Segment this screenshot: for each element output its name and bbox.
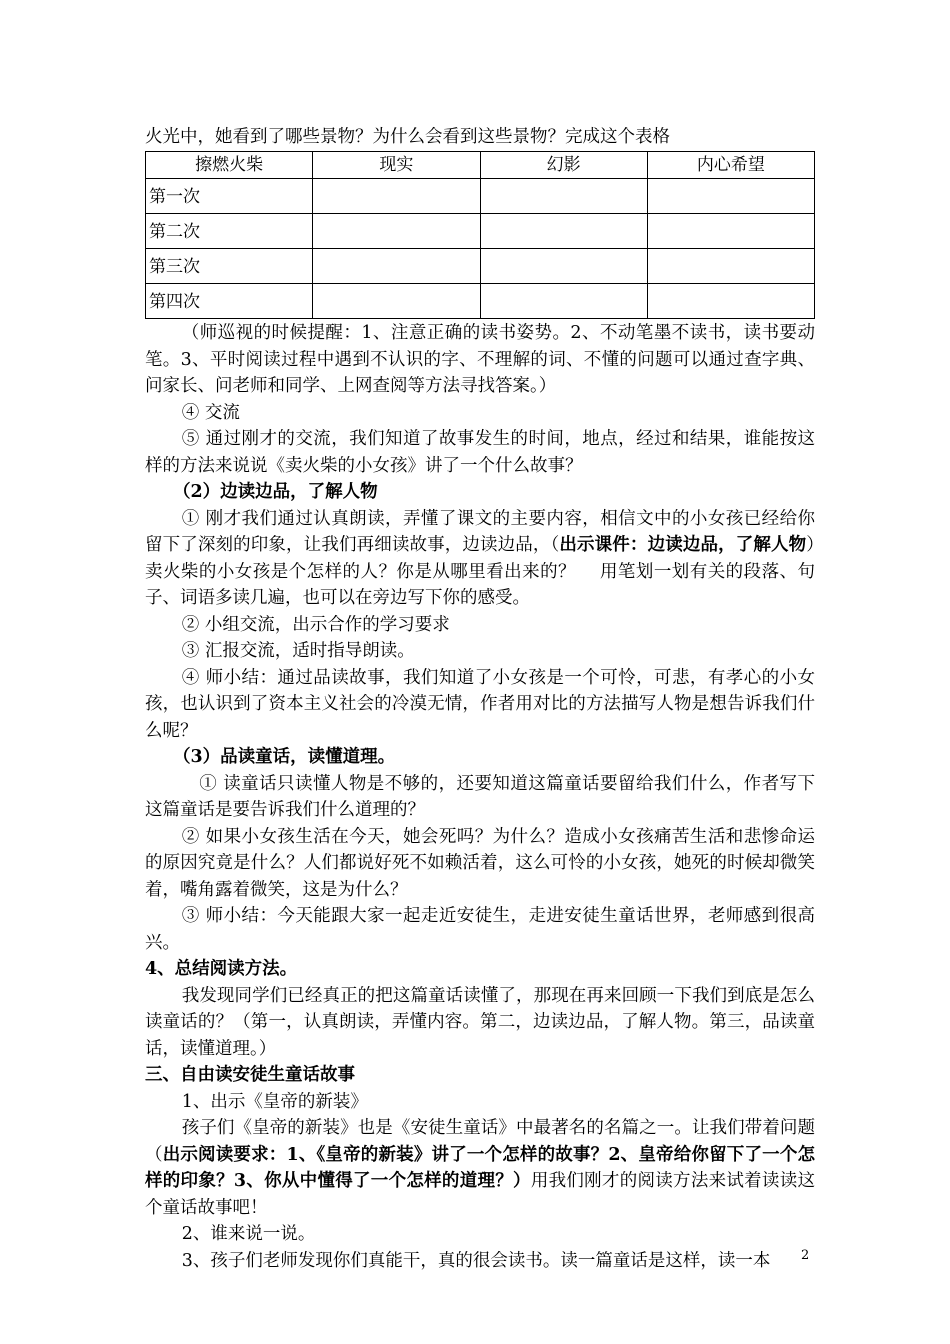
text-run: ① 刚才我们通过认真朗读，弄懂了课文的主要内容，相信文中的小女孩已经给你留下了深刻的印象，让我们再细读故事，边读边品，（ — [145, 508, 815, 555]
table-cell — [647, 214, 814, 249]
table-cell — [647, 284, 814, 319]
table-header: 内心希望 — [647, 151, 814, 179]
paragraph: ② 如果小女孩生活在今天，她会死吗？为什么？造成小女孩痛苦生活和悲惨命运的原因究竟是什么？人们都说好死不如赖活着，这么可怜的小女孩，她死的时候却微笑着，嘴角露着微笑，这是为什么？ — [145, 826, 815, 900]
bold-text-run: 出示阅读要求：1、《皇帝的新装》讲了一个怎样的故事？2、皇帝给你留下了一个怎样的印象？3、你从中懂得了一个怎样的道理？） — [145, 1144, 815, 1191]
paragraph: ⑤ 通过刚才的交流，我们知道了故事发生的时间，地点，经过和结果，谁能按这样的方法来说说《卖火柴的小女孩》讲了一个什么故事？ — [145, 429, 815, 476]
paragraph — [145, 506, 815, 612]
section-heading: （2）边读边品，了解人物 — [173, 482, 378, 502]
table-cell — [313, 249, 480, 284]
table-header: 现实 — [313, 151, 480, 179]
paragraph — [145, 1115, 815, 1221]
table-header-row — [146, 151, 815, 179]
paragraph: ④ 师小结：通过品读故事，我们知道了小女孩是一个可怜，可悲，有孝心的小女孩，也认识到了资本主义社会的冷漠无情，作者用对比的方法描写人物是想告诉我们什么呢？ — [145, 667, 815, 741]
table-cell — [647, 179, 814, 214]
row-label: 第二次 — [146, 214, 313, 249]
table-row — [146, 214, 815, 249]
text-run: ）卖火柴的小女孩是个怎样的人？你是从哪里看出来的？ 用笔划一划有关的段落、句子、词语多读几遍，也可以在旁边写下你的感受。 — [145, 535, 815, 608]
paragraph: ④ 交流 — [181, 402, 240, 423]
paragraph: ① 读童话只读懂人物是不够的，还要知道这篇童话要留给我们什么，作者写下这篇童话是要告诉我们什么道理的？ — [145, 773, 815, 820]
table-header: 幻影 — [480, 151, 647, 179]
table-cell — [480, 249, 647, 284]
match-table — [145, 151, 815, 320]
table-cell — [313, 284, 480, 319]
paragraph: ② 小组交流，出示合作的学习要求 — [181, 614, 450, 635]
row-label: 第一次 — [146, 179, 313, 214]
table-row — [146, 249, 815, 284]
paragraph: 1、出示《皇帝的新装》 — [181, 1091, 368, 1112]
section-heading: 4、总结阅读方法。 — [145, 959, 298, 979]
table-intro: 火光中，她看到了哪些景物？为什么会看到这些景物？完成这个表格 — [145, 127, 670, 147]
paragraph: ③ 汇报交流，适时指导朗读。 — [181, 641, 415, 661]
section-heading: 三、自由读安徒生童话故事 — [145, 1065, 355, 1085]
text-run: 孩子们《皇帝的新装》也是《安徒生童话》中最著名的名篇之一。让我们带着问题（ — [145, 1118, 815, 1165]
paragraph: （师巡视的时候提醒：1、注意正确的读书姿势。2、不动笔墨不读书，读书要动笔。3、平时阅读过程中遇到不认识的字、不理解的词、不懂的问题可以通过查字典、问家长、问老师和同学、上网查阅等方法寻找答案。） — [145, 323, 815, 396]
table-cell — [647, 249, 814, 284]
paragraph: ③ 师小结：今天能跟大家一起走近安徒生，走进安徒生童话世界，老师感到很高兴。 — [145, 906, 815, 953]
table-row — [146, 284, 815, 319]
table-cell — [313, 214, 480, 249]
paragraph: 3、孩子们老师发现你们真能干，真的很会读书。读一篇童话是这样，读一本 — [181, 1250, 771, 1271]
page-content — [145, 124, 815, 1274]
paragraph: 我发现同学们已经真正的把这篇童话读懂了，那现在再来回顾一下我们到底是怎么读童话的？（第一，认真朗读，弄懂内容。第二，边读边品，了解人物。第三，品读童话，读懂道理。） — [145, 985, 815, 1059]
text-run: 用我们刚才的阅读方法来试着读读这个童话故事吧！ — [145, 1171, 815, 1218]
table-cell — [480, 214, 647, 249]
page-number: 2 — [801, 1248, 810, 1263]
table-cell — [480, 179, 647, 214]
row-label: 第四次 — [146, 284, 313, 319]
table-header: 擦燃火柴 — [146, 151, 313, 179]
table-cell — [480, 284, 647, 319]
paragraph: 2、谁来说一说。 — [181, 1224, 316, 1244]
table-cell — [313, 179, 480, 214]
table-row — [146, 179, 815, 214]
section-heading: （3）品读童话，读懂道理。 — [173, 747, 396, 767]
bold-text-run: 出示课件：边读边品，了解人物 — [559, 535, 807, 555]
row-label: 第三次 — [146, 249, 313, 284]
